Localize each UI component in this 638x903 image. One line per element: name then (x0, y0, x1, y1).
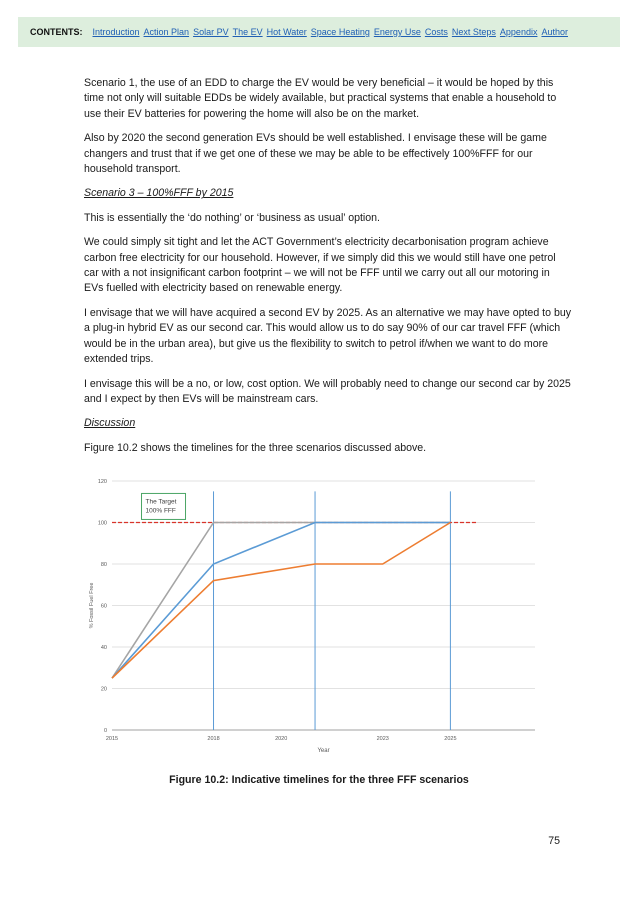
contents-label: CONTENTS: (30, 27, 83, 37)
nav-link-energy-use[interactable]: Energy Use (373, 27, 421, 37)
y-tick-label: 60 (100, 603, 107, 610)
paragraph-scenario1-edd: Scenario 1, the use of an EDD to charge the EV would be very beneficial – it would be hoped by this time not only will suitable EDDs be widely available, but practical systems that enable a household to use their EV batteries for powering the home will also be on the market. (84, 77, 557, 120)
x-tick-label: 2023 (376, 736, 389, 742)
x-axis-title: Year (317, 748, 330, 754)
y-axis-title: % Fossil Fuel Free (89, 582, 95, 629)
paragraph-figure-ref: Figure 10.2 shows the timelines for the three scenarios discussed above. (84, 441, 427, 454)
paragraph-do-nothing: This is essentially the ‘do nothing’ or ‘business as usual’ option. (84, 211, 381, 224)
nav-link-introduction[interactable]: Introduction (92, 27, 140, 37)
target-annotation-text: 100% FFF (145, 507, 176, 515)
x-tick-label: 2018 (207, 736, 220, 742)
nav-link-hot-water[interactable]: Hot Water (266, 27, 307, 37)
paragraph-second-gen-evs: Also by 2020 the second generation EVs should be well established. I envisage these will be game changers and trust that if we get one of these we may be able to be effectively 100%FFF for our household transport. (84, 132, 547, 176)
nav-link-action-plan[interactable]: Action Plan (143, 27, 190, 37)
nav-link-the-ev[interactable]: The EV (232, 27, 263, 37)
nav-link-space-heating[interactable]: Space Heating (310, 27, 370, 37)
target-annotation-box (142, 493, 186, 519)
nav-link-next-steps[interactable]: Next Steps (451, 27, 496, 37)
page-number: 75 (548, 835, 560, 847)
y-tick-label: 20 (100, 686, 107, 693)
y-tick-label: 120 (97, 479, 107, 485)
nav-link-solar-pv[interactable]: Solar PV (193, 27, 229, 37)
heading-discussion: Discussion (84, 417, 136, 430)
paragraph-sit-tight: We could simply sit tight and let the ACT Government’s electricity decarbonisation program achieve carbon free electricity for our household. However, if we simply did this we would still have one petrol car with a not insignificant carbon footprint – we will not be FFF until we carry out all our motoring in EVs fuelled with electricity based on renewable energy. (84, 236, 556, 295)
timeline-chart (80, 468, 560, 758)
body-text (84, 76, 572, 465)
nav-link-appendix[interactable]: Appendix (499, 27, 538, 37)
y-tick-label: 80 (100, 562, 107, 568)
x-tick-label: 2015 (105, 736, 119, 742)
nav-link-costs[interactable]: Costs (424, 27, 448, 37)
y-tick-label: 40 (100, 645, 107, 651)
y-tick-label: 0 (103, 728, 107, 734)
heading-scenario3: Scenario 3 – 100%FFF by 2015 (84, 187, 234, 200)
paragraph-low-cost: I envisage this will be a no, or low, cost option. We will probably need to change our second car by 2025 and I expect by then EVs will be mainstream cars. (84, 377, 571, 405)
target-annotation-text: The Target (145, 498, 177, 506)
x-tick-label: 2020 (275, 736, 288, 742)
series-line-1 (112, 523, 450, 679)
y-tick-label: 100 (97, 520, 107, 527)
nav-link-author[interactable]: Author (541, 27, 568, 37)
contents-nav-bar (18, 17, 620, 47)
paragraph-second-ev: I envisage that we will have acquired a second EV by 2025. As an alternative we may have opted to buy a plug-in hybrid EV as our second car. This would allow us to do say 90% of our car travel FFF (which would be in the urban area), but give us the flexibility to switch to petrol if/when we want to do more extended trips. (84, 306, 572, 366)
x-tick-label: 2025 (444, 736, 457, 742)
figure-caption: Figure 10.2: Indicative timelines for the three FFF scenarios (169, 774, 469, 786)
